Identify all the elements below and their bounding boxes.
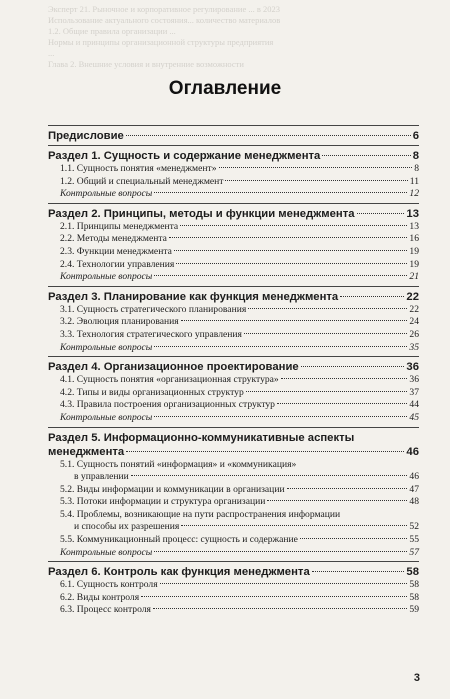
leader-dots	[176, 263, 407, 264]
toc-item-label: 2.3. Функции менеджмента	[60, 245, 172, 257]
section-page: 46	[406, 445, 419, 458]
toc-section-heading[interactable]	[48, 360, 419, 374]
bleed-through-text	[0, 0, 450, 76]
leader-dots	[340, 296, 404, 297]
leader-dots	[126, 451, 404, 452]
toc-section-5	[48, 428, 419, 562]
toc-item-page: 48	[409, 496, 419, 508]
toc-section-6	[48, 562, 419, 619]
toc-section-heading[interactable]	[48, 207, 419, 221]
toc-item-label: 3.1. Сущность стратегического планирования	[60, 303, 247, 315]
toc-item-page: 21	[409, 271, 419, 283]
toc-section-1	[48, 146, 419, 203]
section-title-line2: менеджмента	[48, 445, 125, 458]
leader-dots	[169, 237, 408, 238]
toc-item-label: 1.1. Сущность понятия «менеджмент»	[60, 163, 217, 174]
toc-item-label: 6.1. Сущность контроля	[60, 579, 158, 591]
leader-dots	[300, 538, 407, 539]
leader-dots	[141, 596, 407, 597]
toc-item[interactable]	[48, 534, 419, 547]
toc-item-label: 1.2. Общий и специальный менеджмент	[60, 175, 224, 187]
toc-item[interactable]	[48, 163, 419, 176]
leader-dots	[267, 500, 407, 501]
toc-item-page: 16	[409, 233, 419, 245]
section-page: 22	[406, 290, 419, 303]
toc-item[interactable]	[48, 484, 419, 497]
toc-item-label: 5.3. Потоки информации и структура организации	[60, 496, 266, 508]
toc-item-label: 5.5. Коммуникационный процесс: сущность и содержание	[60, 534, 298, 546]
toc-item-review-questions[interactable]	[48, 547, 419, 560]
bleed-line: Нормы и принципы организационной структуры предприятия	[48, 37, 274, 47]
toc-item-page: 26	[409, 328, 419, 340]
toc-item-page: 45	[409, 411, 419, 423]
toc-item-label: 6.2. Виды контроля	[60, 591, 140, 603]
leader-dots	[225, 180, 407, 181]
toc-section-heading[interactable]	[48, 290, 419, 304]
toc-item[interactable]	[48, 579, 419, 592]
section-title: Раздел 6. Контроль как функция менеджмента	[48, 566, 310, 579]
toc-item-page: 13	[409, 220, 419, 232]
toc-item[interactable]	[48, 399, 419, 412]
toc-section-3	[48, 287, 419, 356]
leader-dots	[153, 608, 407, 609]
toc-item-label: Контрольные вопросы	[60, 188, 153, 200]
toc-item[interactable]	[48, 509, 419, 534]
leader-dots	[126, 135, 411, 136]
toc-item[interactable]	[48, 604, 419, 617]
leader-dots	[281, 378, 408, 379]
leader-dots	[357, 213, 405, 214]
toc-item-label: 3.3. Технология стратегического управления	[60, 328, 242, 340]
toc-item-label-line2: в управлении	[74, 471, 129, 483]
toc-item-page: 52	[409, 521, 419, 533]
toc-item-page: 22	[409, 303, 419, 315]
section-title-line1: Раздел 5. Информационно-коммуникативные аспекты	[48, 431, 355, 444]
section-title: Раздел 3. Планирование как функция менеджмента	[48, 290, 339, 303]
toc-section-heading[interactable]	[48, 149, 419, 163]
bleed-line: Эксперт 21. Рыночное и корпоративное регулирование ... в 2023	[48, 4, 280, 14]
leader-dots	[312, 571, 405, 572]
toc-section-4	[48, 357, 419, 426]
toc-item-page: 58	[409, 579, 419, 591]
toc-item-review-questions[interactable]	[48, 342, 419, 355]
leader-dots	[181, 525, 407, 526]
section-page: 36	[406, 361, 419, 374]
toc-item-review-questions[interactable]	[48, 412, 419, 425]
toc-item[interactable]	[48, 496, 419, 509]
toc-item-label: 4.2. Типы и виды организационных структур	[60, 386, 244, 398]
toc-entry-page: 6	[412, 130, 419, 142]
toc-item-page: 59	[409, 604, 419, 616]
toc-item-label: 2.4. Технологии управления	[60, 258, 175, 270]
toc-item-label: 4.1. Сущность понятия «организационная структура»	[60, 374, 279, 386]
toc-item-label-line1: 5.4. Проблемы, возникающие на пути распространения информации	[60, 508, 341, 520]
leader-dots	[277, 403, 407, 404]
toc-item-label: Контрольные вопросы	[60, 271, 153, 283]
leader-dots	[181, 320, 408, 321]
toc-item-page: 55	[409, 534, 419, 546]
toc-entry-preface[interactable]	[48, 129, 419, 143]
toc-item-page: 37	[409, 386, 419, 398]
toc-entry-label: Предисловие	[48, 130, 124, 142]
toc-item[interactable]	[48, 374, 419, 387]
toc-item-label: Контрольные вопросы	[60, 546, 153, 558]
toc-item[interactable]	[48, 246, 419, 259]
toc-section-heading[interactable]	[48, 565, 419, 579]
toc-preface	[48, 126, 419, 145]
toc-item-label: 6.3. Процесс контроля	[60, 604, 151, 616]
leader-dots	[246, 391, 408, 392]
section-page: 58	[406, 566, 419, 579]
toc-item-label: Контрольные вопросы	[60, 341, 153, 353]
leader-dots	[287, 488, 408, 489]
bleed-line: 1.2. Общие правила организации ...	[48, 26, 176, 36]
leader-dots	[322, 155, 410, 156]
leader-dots	[154, 551, 407, 552]
table-of-contents	[48, 125, 419, 619]
toc-item-page: 57	[409, 546, 419, 558]
page-title: Оглавление	[168, 78, 282, 99]
toc-item-page: 8	[414, 163, 419, 174]
toc-item-page: 19	[409, 245, 419, 257]
toc-item-review-questions[interactable]	[48, 188, 419, 201]
toc-item[interactable]	[48, 459, 419, 484]
leader-dots	[131, 475, 408, 476]
leader-dots	[244, 333, 407, 334]
toc-item[interactable]	[48, 176, 419, 189]
toc-item-label: Контрольные вопросы	[60, 411, 153, 423]
toc-item-label: 5.2. Виды информации и коммуникации в организации	[60, 483, 285, 495]
toc-item[interactable]	[48, 592, 419, 605]
section-title: Раздел 1. Сущность и содержание менеджмента	[48, 150, 321, 162]
toc-item[interactable]	[48, 233, 419, 246]
toc-item[interactable]	[48, 259, 419, 272]
leader-dots	[160, 583, 408, 584]
toc-item-label: 2.2. Методы менеджмента	[60, 233, 167, 245]
toc-item-page: 44	[409, 399, 419, 411]
toc-item[interactable]	[48, 316, 419, 329]
toc-item-page: 58	[409, 591, 419, 603]
toc-section-heading[interactable]	[48, 431, 419, 459]
toc-item[interactable]	[48, 221, 419, 234]
leader-dots	[154, 346, 407, 347]
toc-item-label: 4.3. Правила построения организационных структур	[60, 399, 275, 411]
toc-item-page: 47	[409, 483, 419, 495]
toc-item-review-questions[interactable]	[48, 271, 419, 284]
toc-item-label-line1: 5.1. Сущность понятий «информация» и «коммуникация»	[60, 458, 297, 470]
toc-item-page: 46	[409, 471, 419, 483]
toc-item-label-line2: и способы их разрешения	[74, 521, 180, 533]
toc-item-label: 2.1. Принципы менеджмента	[60, 220, 179, 232]
toc-item-page: 12	[409, 188, 419, 200]
leader-dots	[154, 416, 407, 417]
leader-dots	[219, 167, 413, 168]
bleed-line: ...	[48, 48, 55, 58]
toc-item-page: 24	[409, 316, 419, 328]
leader-dots	[154, 192, 407, 193]
toc-item[interactable]	[48, 329, 419, 342]
toc-item-page: 11	[409, 175, 419, 187]
section-page: 8	[412, 150, 419, 162]
toc-item-page: 19	[409, 258, 419, 270]
section-page: 13	[406, 207, 419, 220]
section-title: Раздел 2. Принципы, методы и функции менеджмента	[48, 207, 355, 220]
bleed-line: Использование актуального состояния... количество материалов	[48, 15, 281, 25]
page-number: 3	[413, 672, 420, 684]
toc-item[interactable]	[48, 304, 419, 317]
toc-item-page: 35	[409, 341, 419, 353]
leader-dots	[248, 308, 407, 309]
leader-dots	[180, 225, 407, 226]
toc-section-2	[48, 204, 419, 286]
leader-dots	[301, 366, 405, 367]
toc-item-page: 36	[409, 374, 419, 386]
toc-item-label: 3.2. Эволюция планирования	[60, 316, 179, 328]
bleed-line: Глава 2. Внешние условия и внутренние возможности	[48, 59, 244, 69]
toc-item[interactable]	[48, 387, 419, 400]
section-title: Раздел 4. Организационное проектирование	[48, 361, 299, 374]
leader-dots	[154, 275, 407, 276]
leader-dots	[174, 250, 408, 251]
